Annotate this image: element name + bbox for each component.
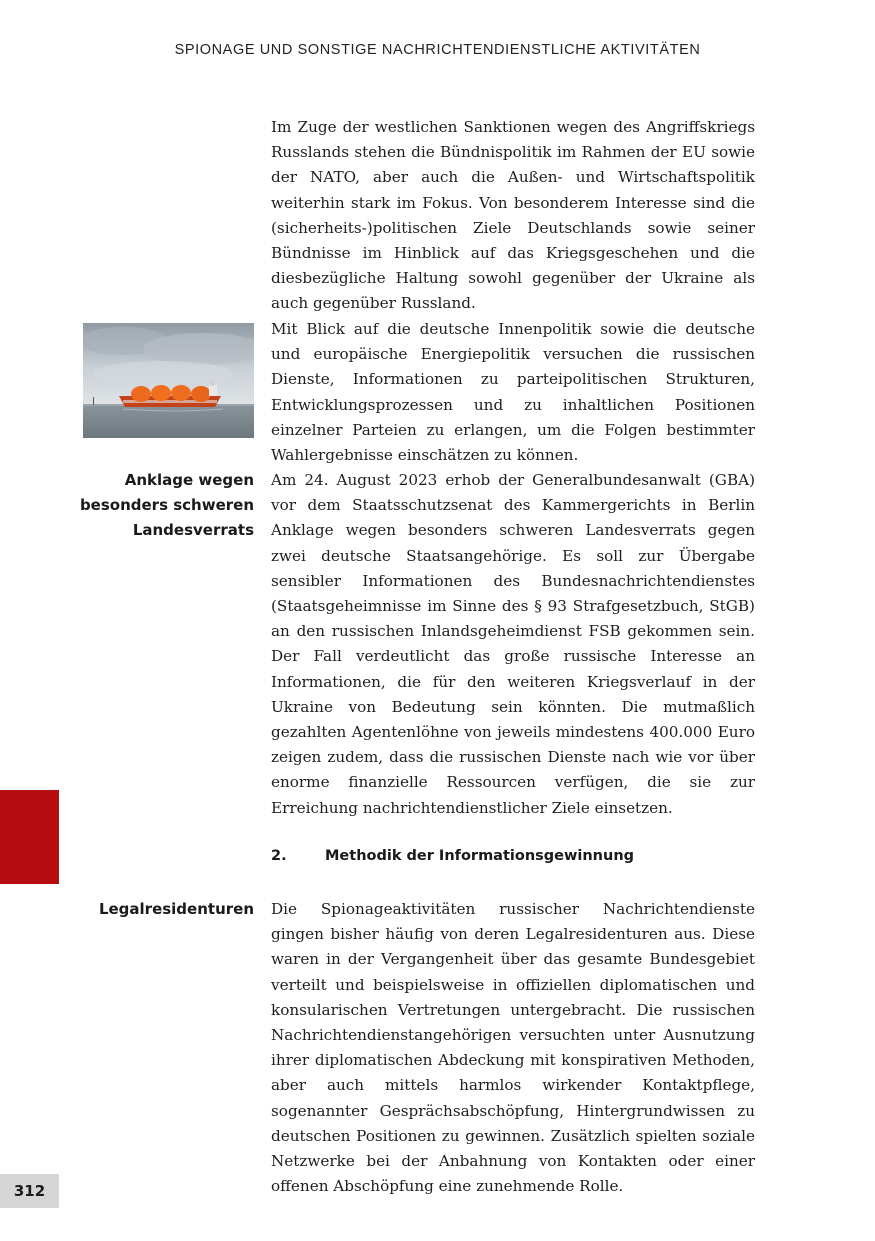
- section-heading: [271, 848, 634, 864]
- section-title: Methodik der Informationsgewinnung: [325, 848, 635, 864]
- paragraph-indictment: Am 24. August 2023 erhob der Generalbundesanwalt (GBA) vor dem Staatsschutzsenat des Kammergerichts in Berlin Anklage wegen besonders schweren Landesverrats gegen zwei deutsche Staatsangehörige. Es soll zur Übergabe sensibler Informationen des Bundesnachrichtendienstes (Staatsgeheimnisse im Sinne des § 93 Strafgesetzbuch, StGB) an den russischen Inlandsgeheimdienst FSB gekommen sein. Der Fall verdeutlicht das große russische Interesse an Informationen, die für den weiteren Kriegsverlauf in der Ukraine von Bedeutung sein könnten. Die mutmaßlich gezahlten Agentenlöhne von jeweils mindestens 400.000 Euro zeigen zudem, dass die russischen Dienste nach wie vor über enorme finanzielle Ressourcen verfügen, die sie zur Erreichung nachrichtendienstlicher Ziele einsetzen.: [271, 471, 755, 817]
- side-heading-anklage: Anklage wegen besonders schweren Landesverrats: [79, 471, 254, 540]
- paragraph-domestic-policy: Mit Blick auf die deutsche Innenpolitik sowie die deutsche und europäische Energiepolitik versuchen die russischen Dienste, Informationen zu parteipolitischen Strukturen, Entwicklungsprozessen und zu inhaltlichen Positionen einzelner Parteien zu erlangen, um die Folgen bestimmter Wahlergebnisse einschätzen zu können.: [271, 320, 755, 465]
- chapter-marker-tab: [0, 790, 59, 884]
- page-number: 312: [0, 1174, 59, 1208]
- paragraph-sanctions: Im Zuge der westlichen Sanktionen wegen des Angriffskriegs Russlands stehen die Bündnispolitik im Rahmen der EU sowie der NATO, aber auch die Außen- und Wirtschaftspolitik weiterhin stark im Fokus. Von besonderem Interesse sind die (sicherheits-)politischen Ziele Deutschlands sowie seiner Bündnisse im Hinblick auf das Kriegsgeschehen und die diesbezügliche Haltung sowohl gegenüber der Ukraine als auch gegenüber Russland.: [271, 118, 755, 313]
- lng-tanker-photo: [83, 323, 254, 438]
- running-head: SPIONAGE UND SONSTIGE NACHRICHTENDIENSTLICHE AKTIVITÄTEN: [174, 42, 701, 58]
- section-number: 2.: [271, 848, 287, 864]
- side-heading-legalresidenturen: Legalresidenturen: [98, 900, 254, 918]
- paragraph-legal-residencies: Die Spionageaktivitäten russischer Nachrichtendienste gingen bisher häufig von deren Legalresidenturen aus. Diese waren in der Vergangenheit über das gesamte Bundesgebiet verteilt und beispielsweise in offiziellen diplomatischen und konsularischen Vertretungen untergebracht. Die russischen Nachrichtendienstangehörigen versuchten unter Ausnutzung ihrer diplomatischen Abdeckung mit konspirativen Methoden, aber auch mittels harmlos wirkender Kontaktpflege, sogenannter Gesprächsabschöpfung, Hintergrundwissen zu deutschen Positionen zu gewinnen. Zusätzlich spielten soziale Netzwerke bei der Anbahnung von Kontakten oder einer offenen Abschöpfung eine zunehmende Rolle.: [271, 900, 755, 1196]
